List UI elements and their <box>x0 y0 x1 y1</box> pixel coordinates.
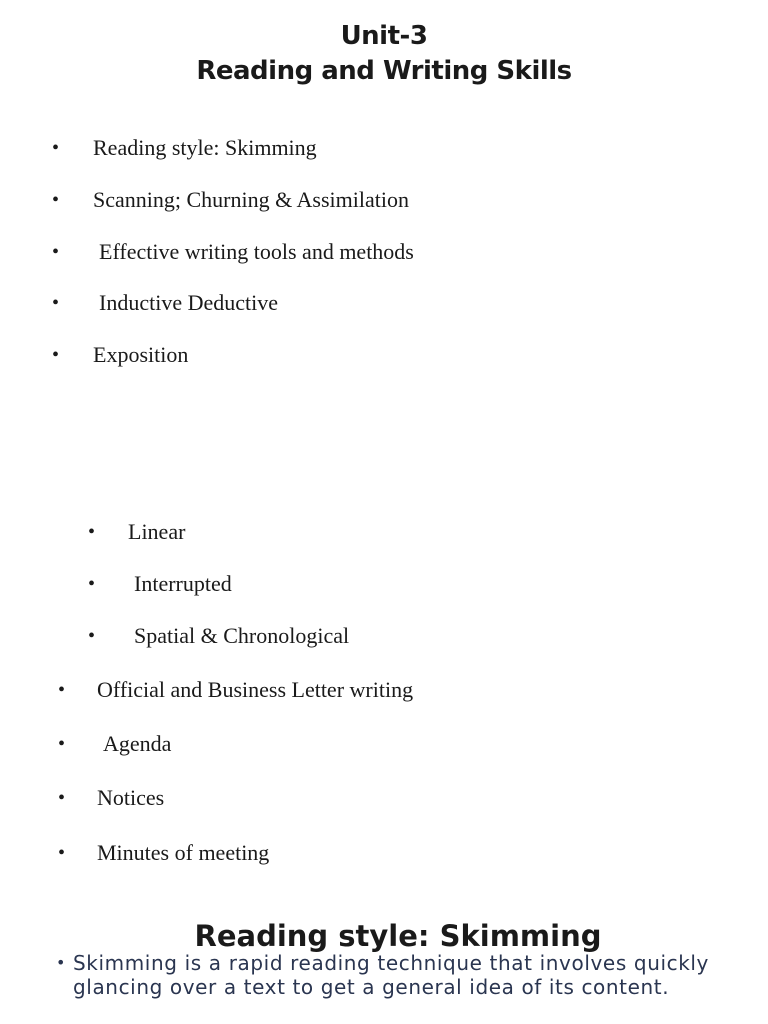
bullet-icon: • <box>88 625 96 647</box>
list-item: Spatial & Chronological <box>134 623 350 648</box>
bullet-icon: • <box>52 292 60 314</box>
page-title: Reading and Writing Skills <box>196 56 572 86</box>
list-item: Reading style: Skimming <box>93 135 317 160</box>
bullet-icon: • <box>58 787 66 809</box>
bullet-icon: • <box>52 241 60 263</box>
list-item: Notices <box>97 785 165 810</box>
list-item: Interrupted <box>134 571 232 596</box>
list-item: Linear <box>128 519 186 544</box>
bullet-icon: • <box>58 733 66 755</box>
bullet-icon: • <box>58 842 66 864</box>
bullet-icon: • <box>52 344 60 366</box>
list-item: Effective writing tools and methods <box>99 239 414 264</box>
bullet-icon: • <box>58 679 66 701</box>
bullet-icon: • <box>52 137 60 159</box>
bullet-icon: • <box>56 953 66 972</box>
list-item: Official and Business Letter writing <box>97 677 414 702</box>
section-paragraph: Skimming is a rapid reading technique that involves quickly glancing over a text to get a general idea of its content. <box>73 951 709 999</box>
list-item: Exposition <box>93 342 189 367</box>
list-item: Scanning; Churning & Assimilation <box>93 187 409 212</box>
section-heading: Reading style: Skimming <box>194 919 602 953</box>
unit-title: Unit-3 <box>340 21 428 51</box>
bullet-icon: • <box>88 521 96 543</box>
list-item: Inductive Deductive <box>99 290 278 315</box>
bullet-icon: • <box>88 573 96 595</box>
list-item: Agenda <box>103 731 172 756</box>
list-item: Minutes of meeting <box>97 840 270 865</box>
bullet-icon: • <box>52 189 60 211</box>
